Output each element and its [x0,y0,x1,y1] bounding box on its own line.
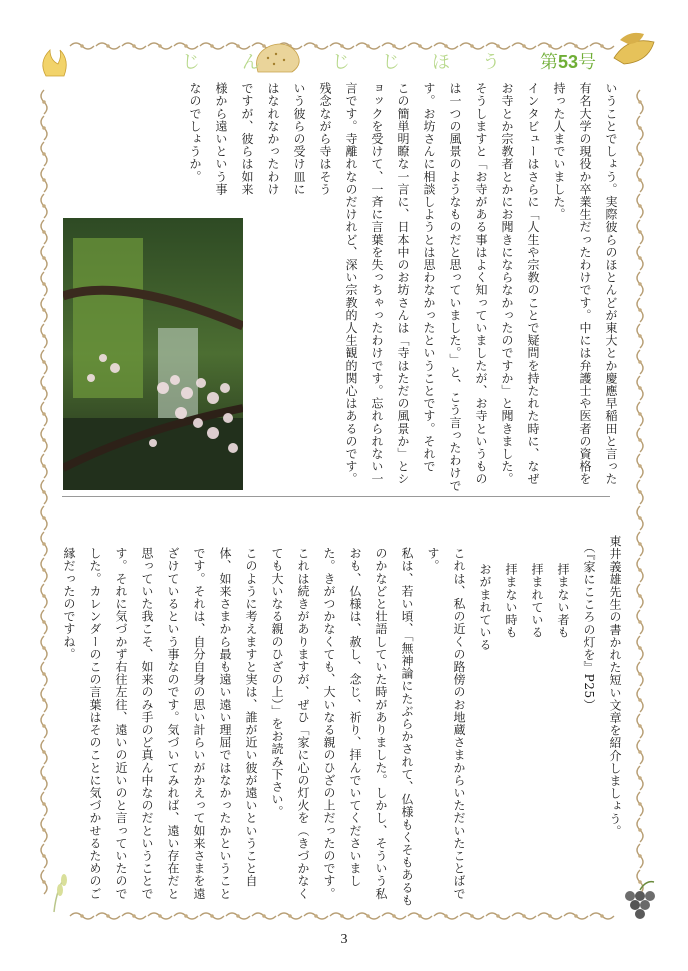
border-ornament [637,870,643,894]
border-ornament [637,662,643,686]
border-ornament [637,376,643,400]
border-ornament [41,220,47,244]
poem-line: 拝まない時も [504,563,518,639]
border-ornament [122,913,146,919]
flame-icon [43,50,66,76]
border-ornament [41,870,47,894]
border-ornament [637,558,643,582]
border-ornament [460,913,484,919]
border-ornament [637,766,643,790]
border-ornament [252,913,276,919]
border-ornament [41,168,47,192]
border-ornament [41,428,47,452]
page-number: 3 [340,932,348,947]
border-ornament [637,168,643,192]
border-ornament [637,688,643,712]
poem-line: 拝まれている [530,563,544,639]
border-ornament [637,584,643,608]
border-ornament [41,90,47,114]
paragraph: 私は、若い頃、「無神論にたぶらかされて、仏様もくそもあるものかなどと壮語していた時がありました。しかし、そういう私おも、仏様は、赦し、念じ、祈り、拝んでいてくださいました。きがつかなくても、大いなる親のひざの上だったのです。 [322,547,414,907]
border-ornament [637,90,643,114]
border-ornament [434,913,458,919]
border-ornament [70,43,94,49]
border-ornament [637,740,643,764]
border-ornament [637,116,643,140]
border-ornament [41,272,47,296]
border-ornament [637,506,643,530]
border-ornament [41,142,47,166]
border-ornament [70,913,94,919]
border-ornament [512,913,536,919]
border-ornament [637,402,643,426]
border-ornament [41,324,47,348]
border-ornament [41,766,47,790]
paragraph: これは、私の近くの路傍のお地蔵さまからいただいたことばです。 [426,547,466,900]
border-ornament [637,636,643,660]
border-ornament [174,913,198,919]
border-ornament [590,913,614,919]
border-ornament [330,913,354,919]
border-ornament [41,298,47,322]
border-ornament [41,506,47,530]
paragraph: インタビューはさらに「人生や宗教のことで疑問を持たれた時に、なぜお寺とか宗教者とかにお聞きにならなかったのですか」と聞きました。 [500,82,540,486]
border-ornament [96,913,120,919]
border-ornament [538,913,562,919]
border-ornament [41,792,47,816]
border-ornament [408,913,432,919]
paragraph: いうことでしょう。実際彼らのほとんどが東大とか慶應早稲田と言った有名大学の現役か卒業生だったわけです。中には弁護士や医者の資格を持った人までいました。 [552,82,618,486]
source-note: （『家にこころの灯を』P25） [582,541,596,712]
bottom-article [62,535,628,907]
border-ornament [637,272,643,296]
border-ornament [637,194,643,218]
grapes-icon [625,882,655,919]
border-ornament [41,844,47,868]
border-ornament [41,558,47,582]
border-ornament [278,913,302,919]
border-ornament [96,43,120,49]
border-ornament [637,792,643,816]
border-ornament [637,714,643,738]
cherry-blossom-photo [63,218,243,490]
paragraph: そうしますと「お寺がある事はよく知っていましたが、お寺というものは一つの風景のようなものだと思っていました。」と、こう言ったわけです。お坊さんに相談しようとは思わなかったということです。それで [422,82,488,492]
border-ornament [226,913,250,919]
border-ornament [41,246,47,270]
border-ornament [41,818,47,842]
border-ornament [41,714,47,738]
border-ornament [200,913,224,919]
border-ornament [637,610,643,634]
header-char: じ [332,52,350,73]
poem-line: 拝まない者も [556,563,570,639]
border-ornament [637,818,643,842]
border-ornament [148,913,172,919]
border-ornament [41,740,47,764]
header-char: ほ [432,52,450,73]
section-divider [62,496,610,497]
border-ornament [637,428,643,452]
paragraph: 残念ながら寺はそういう彼らの受け皿にはなれなかったわけですが、彼らは如来様から遠いという事なのでしょうか。 [188,82,332,196]
border-ornament [41,636,47,660]
border-ornament [41,376,47,400]
paragraph: 東井義雄先生の書かれた短い文章を紹介しましょう。 （『家にこころの灯を』P25） [576,535,628,907]
border-ornament [356,913,380,919]
issue-number: 第53号 [540,52,597,73]
border-ornament [41,584,47,608]
border-ornament [637,480,643,504]
border-ornament [637,142,643,166]
border-ornament [637,350,643,374]
border-ornament [304,913,328,919]
border-ornament [41,662,47,686]
border-ornament [382,913,406,919]
border-ornament [41,350,47,374]
border-ornament [564,913,588,919]
border-ornament [637,844,643,868]
poem-line: おがまれている [478,563,492,652]
header-char: う [482,52,500,73]
paragraph: これは続きがありますが、ぜひ「家に心の灯火を（きづかなくても大いなる親のひざの上）」をお読み下さい。 [270,547,310,900]
border-ornament [41,688,47,712]
header-char: ん [242,52,260,73]
border-ornament [41,480,47,504]
border-ornament [41,194,47,218]
border-ornament [41,116,47,140]
border-ornament [637,454,643,478]
border-ornament [637,324,643,348]
border-ornament [41,402,47,426]
border-ornament [637,246,643,270]
border-ornament [486,913,510,919]
border-ornament [41,454,47,478]
border-ornament [637,532,643,556]
header-char: じ [382,52,400,73]
border-ornament [637,298,643,322]
border-ornament [41,532,47,556]
border-ornament [637,220,643,244]
header-char: じ [182,52,200,73]
border-ornament [41,610,47,634]
paragraph: このように考えますと実は、誰が近い彼が遠いということ自体、如来さまから最も遠い遠い理屈ではなかったかということです。それは、自分自身の思い計らいがかえって如来さまを遠ざけているという事なのです。気づいてみれば、遠い存在だと思っていた我こそ、如来のみ手のど真ん中なのだということです。それに気づかず右往左往、遠いの近いのと言っていたのでした。カレンダーのこの言葉はそのことに気づかせるためのご縁だったのですね。 [62,547,258,900]
paragraph: この簡単明瞭な一言に、日本中のお坊さんは「寺はただの風景か」とショックを受けて、一斉に言葉を失っちゃったわけです。忘れられない一言です。寺離れなのだけれど、深い宗教的人生観的関心はあるのです。 [344,82,410,486]
newsletter-header [120,44,640,78]
